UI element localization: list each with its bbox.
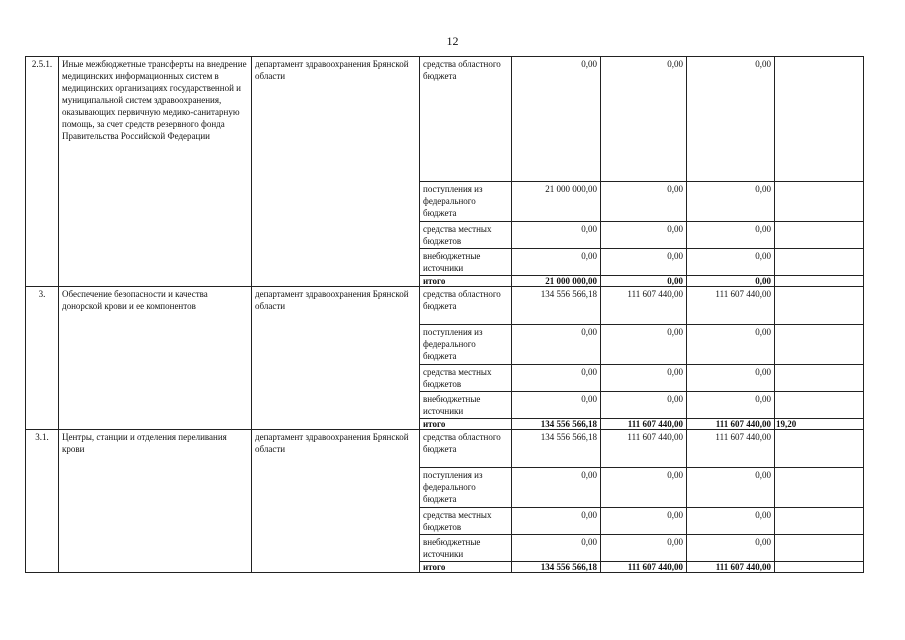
amount-year-3: 0,00 — [687, 325, 775, 365]
amount-year-2: 0,00 — [601, 249, 687, 276]
amount-year-2: 0,00 — [601, 365, 687, 392]
extra-value — [775, 562, 864, 573]
amount-year-1: 21 000 000,00 — [512, 182, 601, 222]
extra-value: 19,20 — [775, 419, 864, 430]
funding-source: средства областного бюджета — [420, 287, 512, 325]
row-number: 3.1. — [26, 430, 59, 573]
measure-name: Центры, станции и отделения переливания крови — [59, 430, 252, 573]
extra-value — [775, 182, 864, 222]
measure-name: Обеспечение безопасности и качества донорской крови и ее компонентов — [59, 287, 252, 430]
amount-year-3: 0,00 — [687, 276, 775, 287]
amount-year-3: 0,00 — [687, 365, 775, 392]
funding-source: средства местных бюджетов — [420, 222, 512, 249]
extra-value — [775, 276, 864, 287]
funding-source: внебюджетные источники — [420, 392, 512, 419]
amount-year-2: 111 607 440,00 — [601, 562, 687, 573]
amount-year-1: 0,00 — [512, 468, 601, 508]
amount-year-2: 0,00 — [601, 222, 687, 249]
table-row — [26, 430, 864, 468]
table-row — [26, 287, 864, 325]
amount-year-1: 134 556 566,18 — [512, 287, 601, 325]
measure-name: Иные межбюджетные трансферты на внедрение медицинских информационных систем в медицинских организациях государственной и муниципальной систем здравоохранения, оказывающих первичную медико-санитарную помощь, за счет средств резервного фонда Правительства Российской Федерации — [59, 57, 252, 287]
extra-value — [775, 365, 864, 392]
amount-year-1: 21 000 000,00 — [512, 276, 601, 287]
funding-source: внебюджетные источники — [420, 535, 512, 562]
amount-year-2: 0,00 — [601, 276, 687, 287]
amount-year-3: 0,00 — [687, 249, 775, 276]
amount-year-2: 0,00 — [601, 535, 687, 562]
amount-year-1: 134 556 566,18 — [512, 419, 601, 430]
extra-value — [775, 222, 864, 249]
executor: департамент здравоохранения Брянской области — [252, 430, 420, 573]
amount-year-3: 0,00 — [687, 535, 775, 562]
amount-year-2: 0,00 — [601, 468, 687, 508]
amount-year-2: 0,00 — [601, 392, 687, 419]
amount-year-3: 111 607 440,00 — [687, 430, 775, 468]
funding-source: средства областного бюджета — [420, 57, 512, 182]
amount-year-2: 0,00 — [601, 57, 687, 182]
amount-year-3: 0,00 — [687, 508, 775, 535]
amount-year-1: 0,00 — [512, 325, 601, 365]
amount-year-1: 0,00 — [512, 57, 601, 182]
amount-year-3: 0,00 — [687, 182, 775, 222]
amount-year-3: 0,00 — [687, 392, 775, 419]
funding-source: поступления из федерального бюджета — [420, 468, 512, 508]
extra-value — [775, 468, 864, 508]
amount-year-2: 111 607 440,00 — [601, 287, 687, 325]
extra-value — [775, 287, 864, 325]
funding-source: средства местных бюджетов — [420, 365, 512, 392]
funding-source: итого — [420, 562, 512, 573]
extra-value — [775, 392, 864, 419]
amount-year-1: 0,00 — [512, 222, 601, 249]
amount-year-2: 0,00 — [601, 508, 687, 535]
funding-source: средства областного бюджета — [420, 430, 512, 468]
amount-year-1: 0,00 — [512, 508, 601, 535]
extra-value — [775, 535, 864, 562]
amount-year-1: 0,00 — [512, 535, 601, 562]
amount-year-1: 134 556 566,18 — [512, 562, 601, 573]
executor: департамент здравоохранения Брянской области — [252, 287, 420, 430]
amount-year-2: 111 607 440,00 — [601, 430, 687, 468]
amount-year-3: 0,00 — [687, 222, 775, 249]
amount-year-1: 0,00 — [512, 249, 601, 276]
extra-value — [775, 508, 864, 535]
extra-value — [775, 325, 864, 365]
amount-year-3: 111 607 440,00 — [687, 419, 775, 430]
amount-year-1: 0,00 — [512, 392, 601, 419]
extra-value — [775, 57, 864, 182]
amount-year-1: 134 556 566,18 — [512, 430, 601, 468]
amount-year-1: 0,00 — [512, 365, 601, 392]
amount-year-2: 0,00 — [601, 182, 687, 222]
funding-source: внебюджетные источники — [420, 249, 512, 276]
amount-year-3: 111 607 440,00 — [687, 562, 775, 573]
funding-source: средства местных бюджетов — [420, 508, 512, 535]
page-number: 12 — [446, 34, 459, 48]
row-number: 3. — [26, 287, 59, 430]
amount-year-3: 111 607 440,00 — [687, 287, 775, 325]
extra-value — [775, 430, 864, 468]
executor: департамент здравоохранения Брянской области — [252, 57, 420, 287]
extra-value — [775, 249, 864, 276]
budget-table — [25, 56, 864, 573]
amount-year-2: 0,00 — [601, 325, 687, 365]
funding-source: итого — [420, 419, 512, 430]
row-number: 2.5.1. — [26, 57, 59, 287]
table-row — [26, 57, 864, 182]
funding-source: поступления из федерального бюджета — [420, 325, 512, 365]
funding-source: итого — [420, 276, 512, 287]
funding-source: поступления из федерального бюджета — [420, 182, 512, 222]
amount-year-3: 0,00 — [687, 57, 775, 182]
amount-year-2: 111 607 440,00 — [601, 419, 687, 430]
amount-year-3: 0,00 — [687, 468, 775, 508]
